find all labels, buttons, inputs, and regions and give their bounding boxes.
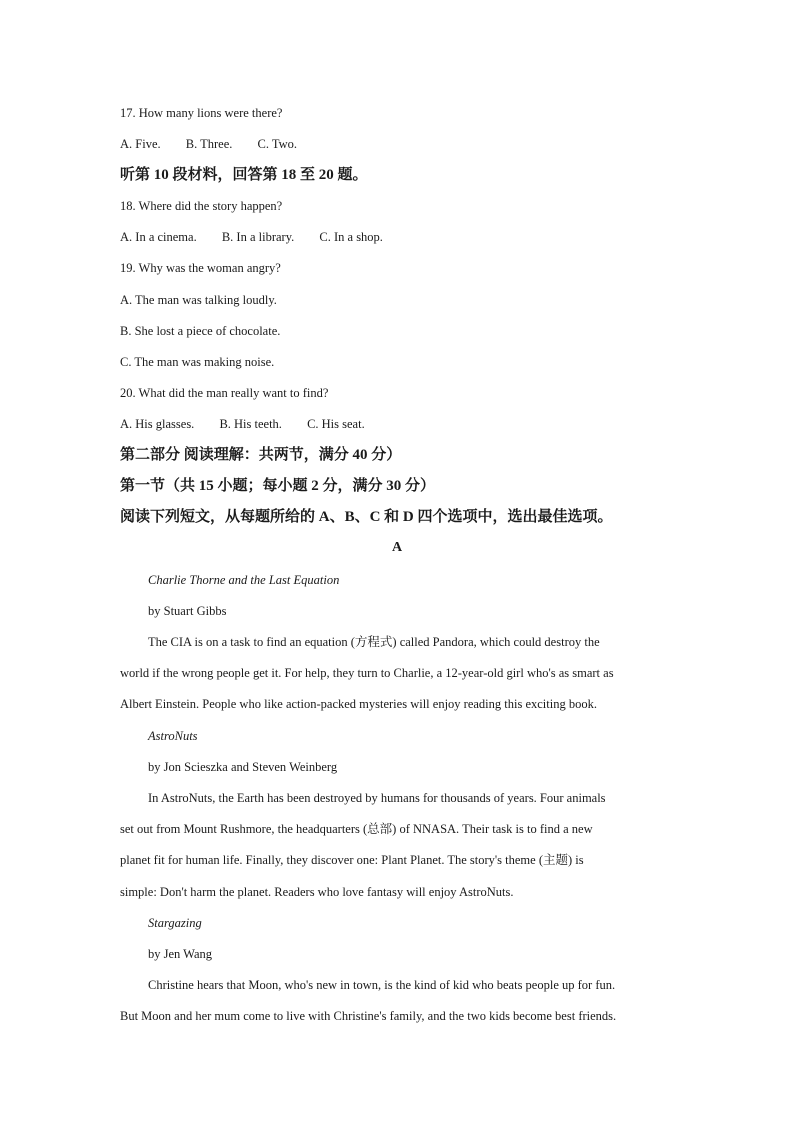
book-2-line-1: In AstroNuts, the Earth has been destroyed by humans for thousands of years. Four animals xyxy=(148,791,606,805)
option-a: A. In a cinema. xyxy=(120,230,197,244)
book-2-author: by Jon Scieszka and Steven Weinberg xyxy=(148,760,338,774)
question-20: 20. What did the man really want to find? xyxy=(120,386,329,400)
option-c: C. His seat. xyxy=(307,417,365,431)
option-b: B. His teeth. xyxy=(219,417,282,431)
question-17: 17. How many lions were there? xyxy=(120,106,283,120)
section-10-heading: 听第 10 段材料，回答第 18 至 20 题。 xyxy=(120,167,368,183)
option-a: A. His glasses. xyxy=(120,417,195,431)
question-19: 19. Why was the woman angry? xyxy=(120,261,281,275)
book-1-title: Charlie Thorne and the Last Equation xyxy=(148,573,340,587)
option-c: C. Two. xyxy=(257,137,298,151)
part-2-heading: 第二部分 阅读理解：共两节，满分 40 分） xyxy=(120,447,402,463)
book-1-line-3: Albert Einstein. People who like action-packed mysteries will enjoy reading this exciting book. xyxy=(120,697,597,711)
question-19-option-c: C. The man was making noise. xyxy=(120,355,275,369)
book-2-line-3: planet fit for human life. Finally, they discover one: Plant Planet. The story's theme (主题) is xyxy=(120,853,584,867)
book-2-title: AstroNuts xyxy=(148,729,198,743)
question-18: 18. Where did the story happen? xyxy=(120,199,283,213)
book-3-title: Stargazing xyxy=(148,916,202,930)
book-3-author: by Jen Wang xyxy=(148,947,213,961)
book-3-line-1: Christine hears that Moon, who's new in town, is the kind of kid who beats people up for fun. xyxy=(148,978,616,992)
question-20-options xyxy=(120,416,680,432)
book-3-line-2: But Moon and her mum come to live with Christine's family, and the two kids become best friends. xyxy=(120,1009,617,1023)
book-1-line-1: The CIA is on a task to find an equation (方程式) called Pandora, which could destroy the xyxy=(148,635,600,649)
question-19-option-b: B. She lost a piece of chocolate. xyxy=(120,324,281,338)
book-2-line-2: set out from Mount Rushmore, the headquarters (总部) of NNASA. Their task is to find a new xyxy=(120,822,593,836)
option-b: B. Three. xyxy=(185,137,233,151)
question-17-options xyxy=(120,136,680,152)
passage-label: A xyxy=(391,540,403,555)
book-1-author: by Stuart Gibbs xyxy=(148,604,227,618)
option-b: B. In a library. xyxy=(221,230,295,244)
question-18-options xyxy=(120,229,680,245)
question-19-option-a: A. The man was talking loudly. xyxy=(120,293,277,307)
option-a: A. Five. xyxy=(120,137,161,151)
instruction: 阅读下列短文，从每题所给的 A、B、C 和 D 四个选项中，选出最佳选项。 xyxy=(120,509,613,525)
section-1-heading: 第一节（共 15 小题；每小题 2 分，满分 30 分） xyxy=(120,478,436,494)
option-c: C. In a shop. xyxy=(319,230,383,244)
book-1-line-2: world if the wrong people get it. For help, they turn to Charlie, a 12-year-old girl who's as smart as xyxy=(120,666,614,680)
book-2-line-4: simple: Don't harm the planet. Readers who love fantasy will enjoy AstroNuts. xyxy=(120,885,514,899)
